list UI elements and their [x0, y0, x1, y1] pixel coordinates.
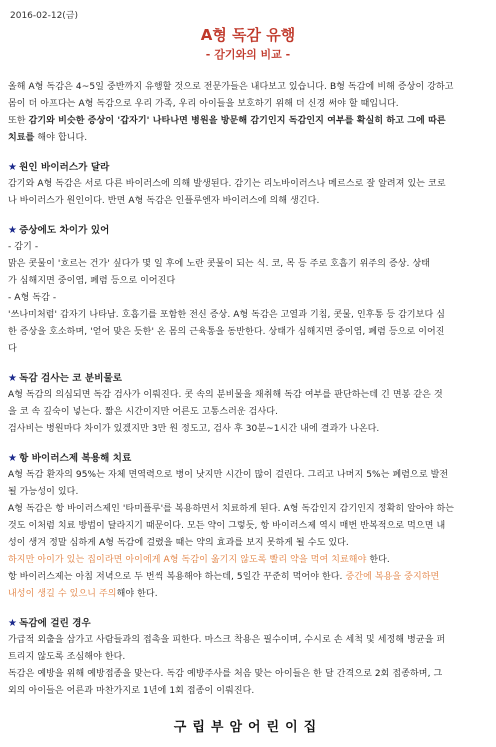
footer-organization: 구립부암어린이집 — [173, 720, 323, 735]
treatment-line-6: 하지만 아이가 있는 집이라면 아이에게 A형 독감이 옮기지 않도록 빨리 약을 먹여 치료해야 한다. — [8, 555, 390, 565]
page-title: A형 독감 유행 — [200, 26, 296, 44]
section-heading-infected: ★ 독감에 걸린 경우 — [8, 618, 91, 629]
infected-line-3: 독감은 예방을 위해 예방접종을 맞는다. 독감 예방주사를 처음 맞는 아이들은 한 달 간격으로 2회 접종하며, 그 — [8, 669, 443, 679]
star-icon: ★ — [8, 453, 18, 464]
test-line-3: 검사비는 병원마다 차이가 있겠지만 3만 원 정도고, 검사 후 30분~1시간 내에 결과가 나온다. — [8, 424, 380, 434]
section-heading-treatment: ★ 항 바이러스제 복용해 치료 — [8, 453, 132, 464]
infected-line-2: 트리지 않도록 조심해야 한다. — [8, 652, 126, 662]
star-icon: ★ — [8, 618, 18, 629]
cause-line-2: 나 바이러스가 원인이다. 반면 A형 독감은 인플루엔자 바이러스에 의해 생긴다. — [8, 196, 320, 206]
article-body — [8, 79, 490, 700]
symptoms-line-5: '쓰나미처럼' 갑자기 나타남. 호흡기를 포함한 전신 증상. A형 독감은 고열과 기침, 콧물, 인후통 등 감기보다 심 — [8, 310, 446, 320]
treatment-line-3: A형 독감은 항 바이러스제인 '타미플루'를 복용하면서 치료하게 된다. A형 독감인지 감기인지 정확히 알아야 하는 — [8, 504, 455, 514]
star-icon: ★ — [8, 373, 18, 384]
test-line-2: 을 코 속 깊숙이 넣는다. 짧은 시간이지만 어른도 고통스러운 검사다. — [8, 407, 279, 417]
symptoms-line-6: 한 증상을 호소하며, '얻어 맞은 듯한' 온 몸의 근육통을 동반한다. 상태가 심해지면 중이염, 폐렴 등으로 이어진 — [8, 327, 445, 337]
infected-line-1: 가급적 외출을 삼가고 사람들과의 접촉을 피한다. 마스크 착용은 필수이며, 수시로 손 세척 및 세정해 병균을 퍼 — [8, 635, 446, 645]
star-icon: ★ — [8, 162, 18, 173]
section-heading-cause: ★ 원인 바이러스가 달라 — [8, 162, 110, 173]
symptoms-line-1: - 감기 - — [8, 242, 39, 252]
treatment-line-8: 내성이 생길 수 있으니 주의해야 한다. — [8, 589, 158, 599]
date-label: 2016-02-12(금) — [10, 11, 79, 21]
treatment-line-1: A형 독감 환자의 95%는 자체 면역력으로 병이 낫지만 시간이 많이 걸린다. 그리고 나머지 5%는 폐렴으로 발전 — [8, 470, 449, 480]
treatment-line-7: 항 바이러스제는 아침 저녁으로 두 번씩 복용해야 하는데, 5일간 꾸준히 먹어야 한다. 중간에 복용을 중지하면 — [8, 572, 440, 582]
intro-line-3: 또한 감기와 비슷한 증상이 '갑자기' 나타나면 병원을 방문해 감기인지 독감인지 여부를 확실히 하고 그에 따른 — [8, 116, 446, 126]
infected-line-4: 외의 아이들은 어른과 마찬가지로 1년에 1회 접종이 이뤄진다. — [8, 686, 255, 696]
section-heading-symptoms: ★ 증상에도 차이가 있어 — [8, 225, 110, 236]
intro-line-4: 치료를 해야 합니다. — [8, 133, 88, 143]
intro-line-1: 올해 A형 독감은 4~5일 중반까지 유행할 것으로 전문가들은 내다보고 있습니다. B형 독감에 비해 증상이 강하고 — [8, 82, 454, 92]
cause-line-1: 감기와 A형 독감은 서로 다른 바이러스에 의해 발생된다. 감기는 리노바이러스나 메르스로 잘 알려져 있는 코로 — [8, 179, 446, 189]
symptoms-line-2: 맑은 콧물이 '흐르는 건가' 싶다가 몇 일 후에 노란 콧물이 되는 식. 코, 목 등 주로 호흡기 위주의 증상. 상태 — [8, 259, 431, 269]
treatment-line-2: 될 가능성이 있다. — [8, 487, 79, 497]
page-subtitle: - 감기와의 비교 - — [205, 48, 291, 61]
section-heading-test: ★ 독감 검사는 코 분비물로 — [8, 373, 123, 384]
symptoms-line-7: 다 — [8, 344, 17, 354]
symptoms-line-4: - A형 독감 - — [8, 293, 57, 303]
intro-line-2: 몸이 더 아프다는 A형 독감으로 우리 가족, 우리 아이들을 보호하기 위해 더 신경 써야 할 때입니다. — [8, 99, 399, 109]
treatment-line-4: 것도 이처럼 치료 방법이 달라지기 때문이다. 모든 약이 그렇듯, 항 바이러스제 역시 매번 반복적으로 먹으면 내 — [8, 521, 446, 531]
star-icon: ★ — [8, 225, 18, 236]
symptoms-line-3: 가 심해지면 중이염, 폐렴 등으로 이어진다 — [8, 276, 176, 286]
treatment-line-5: 성이 생겨 정말 심하게 A형 독감에 걸렸을 때는 약의 효과를 보지 못하게 될 수도 있다. — [8, 538, 349, 548]
test-line-1: A형 독감의 의심되면 독감 검사가 이뤄진다. 콧 속의 분비물을 채취해 독감 여부를 판단하는데 긴 면봉 같은 것 — [8, 390, 443, 400]
